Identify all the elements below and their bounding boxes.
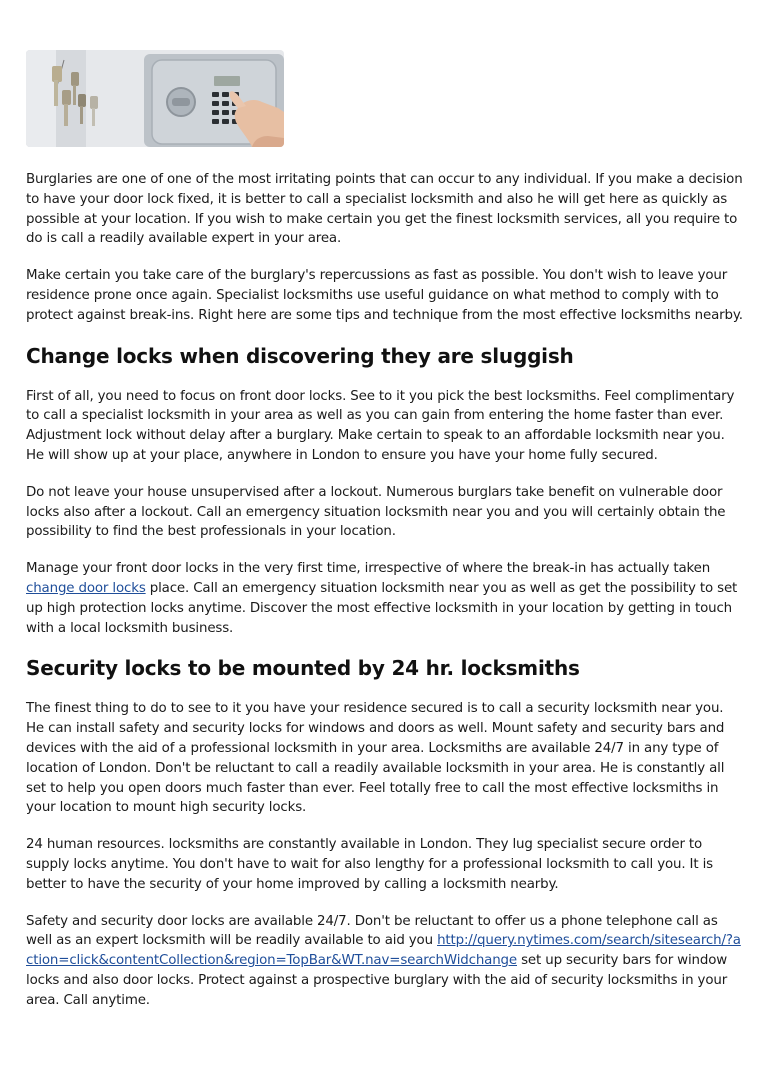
- paragraph: 24 human resources. locksmiths are constantly available in London. They lug specialist secure order to supply locks anytime. You don't have to wait for also lengthy for a professional locksmith to call you. It is better to have the security of your home improved by calling a locksmith nearby.: [26, 837, 713, 892]
- section-heading: Security locks to be mounted by 24 hr. locksmiths: [26, 656, 580, 681]
- paragraph-text: Manage your front door locks in the very first time, irrespective of where the break-in has actually taken: [26, 561, 711, 577]
- change-door-locks-link[interactable]: change door locks: [26, 580, 146, 596]
- section-heading: Change locks when discovering they are sluggish: [26, 343, 574, 368]
- paragraph-text: set up security bars for window locks and also door locks. Protect against a prospective burglary with the aid of security locksmiths in your area. Call anytime.: [26, 953, 728, 1008]
- paragraph: Make certain you take care of the burglary's repercussions as fast as possible. You don't wish to leave your residence prone once again. Specialist locksmiths use useful guidance on what method to comply with to protect against break-ins. Right here are some tips and technique from the most effective locksmiths nearby.: [26, 268, 743, 323]
- paragraph: The finest thing to do to see to it you have your residence secured is to call a security locksmith near you. He can install safety and security locks for windows and doors as well. Mount safety and security bars and devices with the aid of a professional locksmith in your area. Locksmiths are available 24/7 in any type of location of London. Don't be reluctant to call a readily available locksmith in your area. He is constantly all set to help you open doors much faster than ever. Feel totally free to call the most effective locksmiths in your location to mount high security locks.: [26, 701, 725, 816]
- paragraph: Burglaries are one of one of the most irritating points that can occur to any individual. If you make a decision to have your door lock fixed, it is better to call a specialist locksmith and also he will get here as quickly as possible at your location. If you wish to make certain you get the finest locksmith services, all you require to do is call a readily available expert in your area.: [26, 172, 743, 247]
- paragraph: [26, 912, 744, 1011]
- paragraph-text: Safety and security door locks are available 24/7. Don't be reluctant to offer us a phone telephone call as well as an expert locksmith will be readily available to aid you: [26, 913, 718, 949]
- paragraph: First of all, you need to focus on front door locks. See to it you pick the best locksmiths. Feel complimentary to call a specialist locksmith in your area as well as you can gain from entering the home faster than ever. Adjustment lock without delay after a burglary. Make certain to speak to an affordable locksmith near you. He will show up at your place, anywhere in London to ensure you have your home fully secured.: [26, 388, 735, 463]
- safe-keypad-image: [26, 50, 284, 147]
- nytimes-search-link[interactable]: http://query.nytimes.com/search/sitesearch/?action=click&contentCollection&region=TopBar&WT.nav=searchWidchange: [26, 933, 741, 969]
- paragraph: [26, 559, 744, 638]
- article-body: [26, 170, 744, 1028]
- paragraph-text: place. Call an emergency situation locksmith near you as well as get the possibility to set up high protection locks anytime. Discover the most effective locksmith in your location by getting in touch with a local locksmith business.: [26, 580, 738, 636]
- safe-keypad-illustration: [26, 50, 284, 147]
- paragraph: Do not leave your house unsupervised after a lockout. Numerous burglars take benefit on vulnerable door locks also after a lockout. Call an emergency situation locksmith near you and you will certainly obtain the possibility to find the best professionals in your location.: [26, 484, 726, 540]
